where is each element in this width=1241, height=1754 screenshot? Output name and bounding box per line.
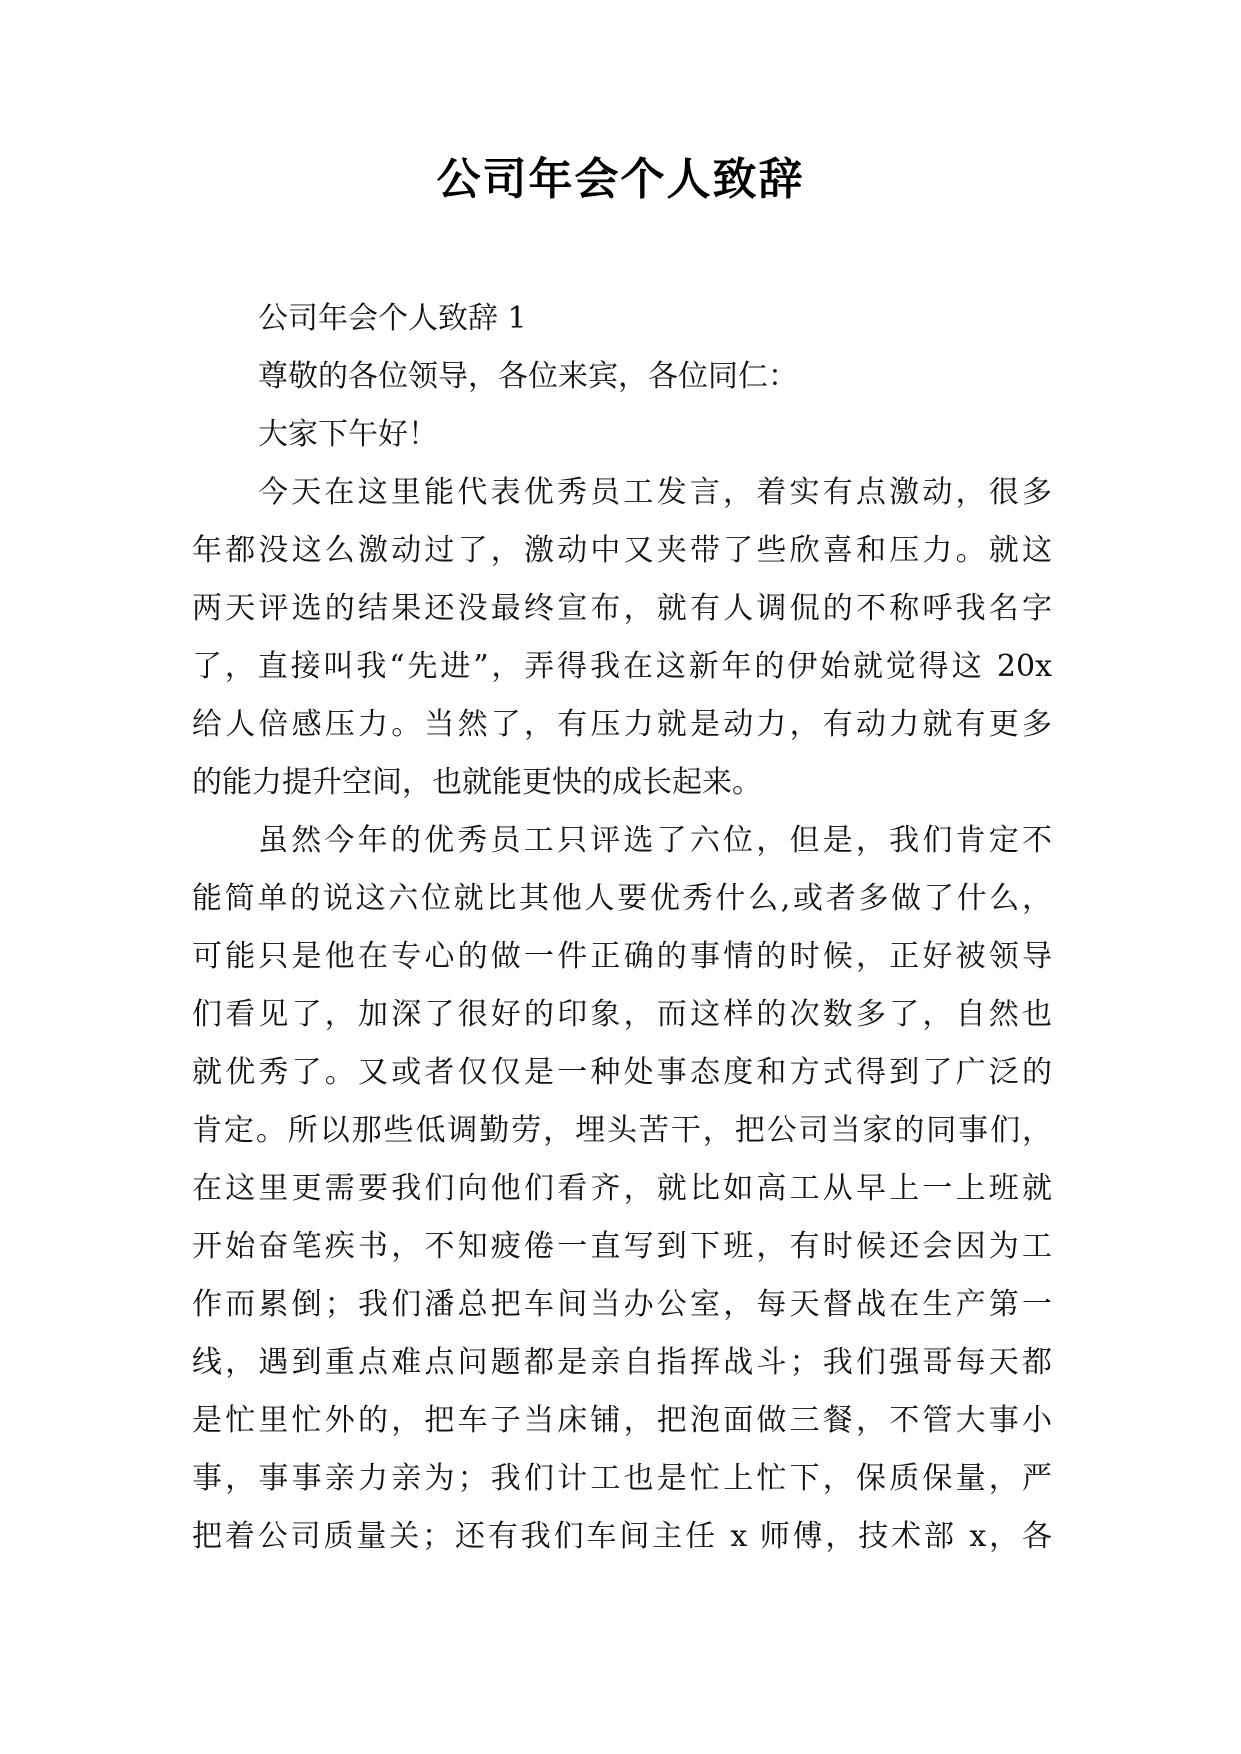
text-line: 们看见了，加深了很好的印象，而这样的次数多了，自然也 [192,997,1052,1032]
text-line: 能简单的说这六位就比其他人要优秀什么,或者多做了什么， [192,881,1052,916]
text-line: 事，事事亲力亲为；我们计工也是忙上忙下，保质保量，严 [192,1461,1052,1496]
text-line: 今天在这里能代表优秀员工发言，着实有点激动，很多 [258,475,1052,510]
text-line: 把着公司质量关；还有我们车间主任 x 师傅，技术部 x，各 [192,1519,1052,1554]
text-line: 了，直接叫我“先进”，弄得我在这新年的伊始就觉得这 20x [192,649,1052,684]
text-line: 线，遇到重点难点问题都是亲自指挥战斗；我们强哥每天都 [192,1345,1052,1380]
text-line: 开始奋笔疾书，不知疲倦一直写到下班，有时候还会因为工 [192,1229,1052,1264]
document-title: 公司年会个人致辞 [436,154,805,205]
text-line: 虽然今年的优秀员工只评选了六位，但是，我们肯定不 [258,823,1052,858]
text-line: 可能只是他在专心的做一件正确的事情的时候，正好被领导 [192,939,1052,974]
text-line: 尊敬的各位领导，各位来宾，各位同仁： [258,359,798,394]
text-line: 两天评选的结果还没最终宣布，就有人调侃的不称呼我名字 [192,591,1052,626]
text-line: 是忙里忙外的，把车子当床铺，把泡面做三餐，不管大事小 [192,1403,1052,1438]
text-line: 作而累倒；我们潘总把车间当办公室，每天督战在生产第一 [192,1287,1052,1322]
text-line: 年都没这么激动过了，激动中又夹带了些欣喜和压力。就这 [192,533,1052,568]
text-line: 肯定。所以那些低调勤劳，埋头苦干，把公司当家的同事们， [192,1113,1052,1148]
text-line: 公司年会个人致辞 1 [258,301,527,336]
document-body [192,290,1052,1566]
text-line: 大家下午好！ [258,417,438,452]
text-line: 给人倍感压力。当然了，有压力就是动力，有动力就有更多 [192,707,1052,742]
text-line: 的能力提升空间，也就能更快的成长起来。 [192,765,762,800]
text-line: 就优秀了。又或者仅仅是一种处事态度和方式得到了广泛的 [192,1055,1052,1090]
text-line: 在这里更需要我们向他们看齐，就比如高工从早上一上班就 [192,1171,1052,1206]
